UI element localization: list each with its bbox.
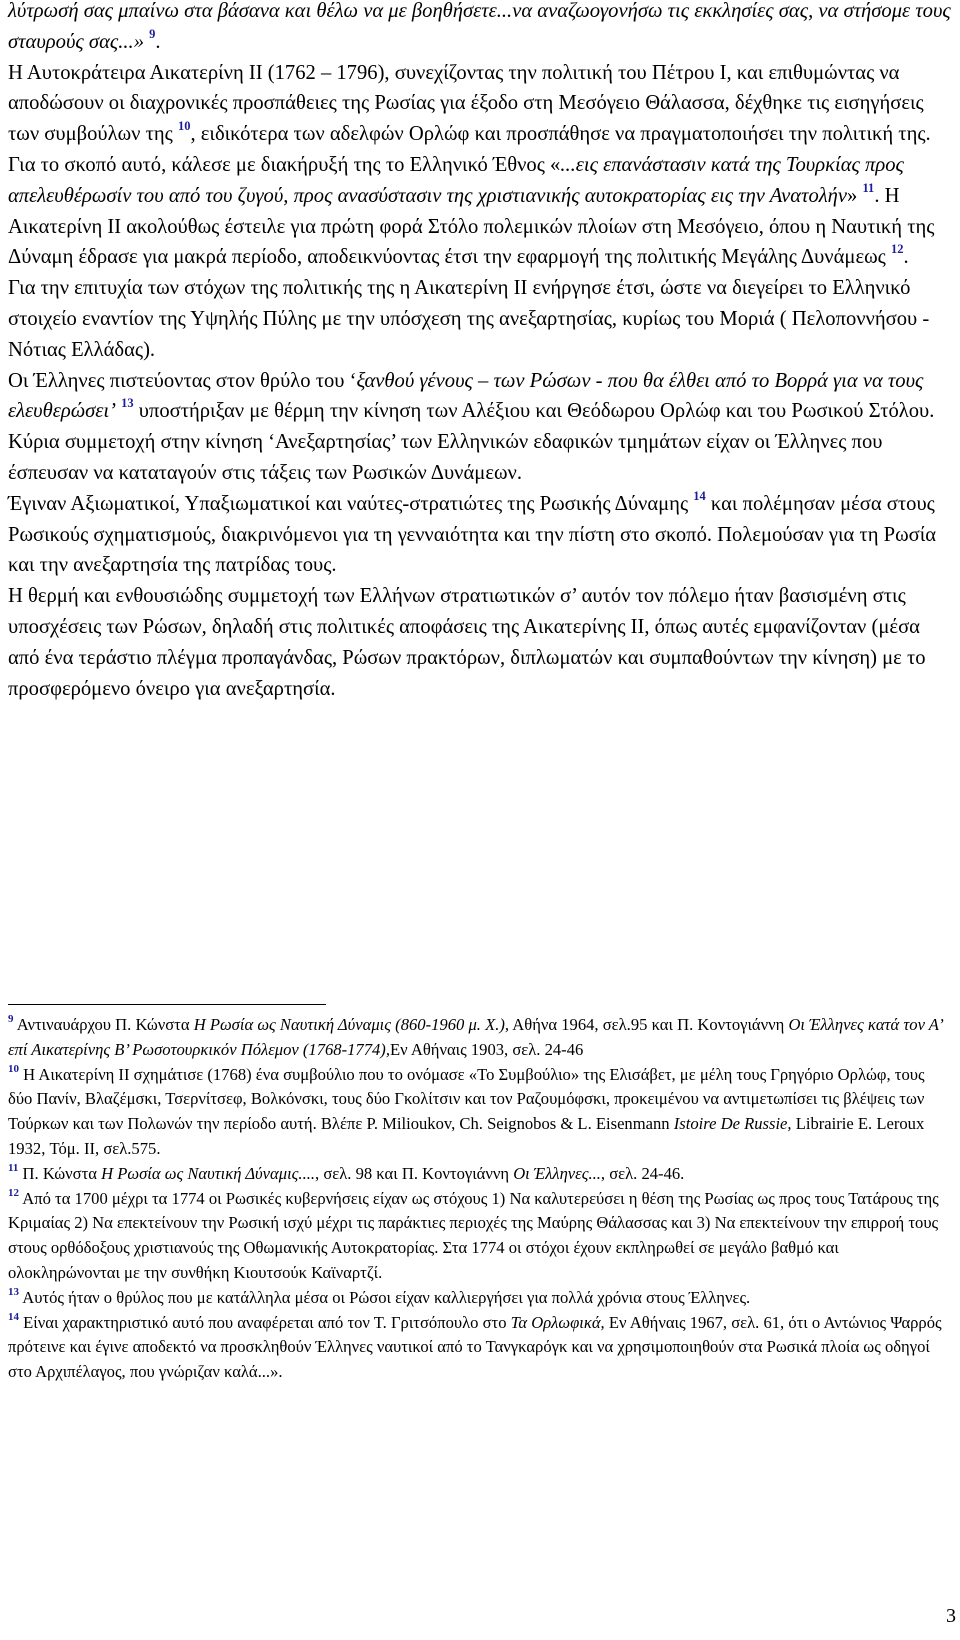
footnote-number: 10 bbox=[8, 1062, 19, 1075]
footnote-ref-14[interactable]: 14 bbox=[693, 488, 706, 503]
paragraph-4: Για την επιτυχία των στόχων της πολιτικής της η Αικατερίνη ΙΙ ενήργησε έτσι, ώστε να διεγείρει το Ελληνικό στοιχείο εναντίον της Υψηλής Πύλης με την υπόσχεση της ανεξαρτησίας, κυρίως του Μοριά ( Πελοποννήσου - Νότιας Ελλάδας). bbox=[8, 277, 930, 361]
footnote-number: 9 bbox=[8, 1013, 14, 1025]
footnote-number: 14 bbox=[8, 1310, 19, 1323]
footnote-number: 13 bbox=[8, 1285, 19, 1298]
footnote-11: $^{11}$ Π. Κώνστα Η Ρωσία ως Ναυτική Δύναμις...., σελ. 98 και Π. Κοντογιάννη Οι Έλληνες..., σελ. 24-46. bbox=[8, 1161, 685, 1183]
paragraph-6: Κύρια συμμετοχή στην κίνηση ‘Ανεξαρτησίας’ των Ελληνικών εδαφικών τμημάτων είχαν οι Έλληνες που έσπευσαν να καταταγούν στις τάξεις των Ρωσικών Δυνάμεων. bbox=[8, 431, 883, 484]
footnote-12: $^{12}$ Από τα 1700 μέχρι τα 1774 οι Ρωσικές κυβερνήσεις είχαν ως στόχους 1) Να καλυτερεύσει η θέση της Ρωσίας ως προς τους Τατάρους της Κριμαίας 2) Να επεκτείνουν την Ρωσική ισχύ μέχρι τις παράκτιες περιοχές της Μαύρης Θάλασσας και 3) Να επεκτείνουν την επιρροή τους στους ορθόδοξους χριστιανούς της Οθωμανικής Αυτοκρατορίας. Στα 1774 οι στόχοι έχουν εκπληρωθεί σε μεγάλο βαθμό και ολοκληρώνονται με την συνθήκη Κιουτσούκ Καϊναρτζί. bbox=[8, 1186, 939, 1282]
footnote-number: 12 bbox=[8, 1186, 19, 1199]
paragraph-3: Για το σκοπό αυτό, κάλεσε με διακήρυξή της το Ελληνικό Έθνος «...εις επανάστασιν κατά της Τουρκίας προς απελευθέρωσίν του από του ζυγού, προς ανασύστασιν της χριστιανικής αυτοκρατορίας εις την Ανατολήν» $^{11}$. Η Αικατερίνη ΙΙ ακολούθως έστειλε για πρώτη φορά Στόλο πολεμικών πλοίων στη Μεσόγειο, όπου η Ναυτική της Δύναμη έδρασε για μακρά περίοδο, αποδεικνύοντας έτσι την εφαρμογή της πολιτικής Μεγάλης Δυνάμεως $^{12}$. bbox=[8, 153, 935, 269]
footnote-13: $^{13}$ Αυτός ήταν ο θρύλος που με κατάλληλα μέσα οι Ρώσοι είχαν καλλιεργήσει για πολλά χρόνια στους Έλληνες. bbox=[8, 1285, 751, 1307]
footnote-number: 11 bbox=[8, 1161, 19, 1174]
paragraph-8: Η θερμή και ενθουσιώδης συμμετοχή των Ελλήνων στρατιωτικών σ’ αυτόν τον πόλεμο ήταν βασισμένη στις υποσχέσεις των Ρώσων, δηλαδή στις πολιτικές αποφάσεις της Αικατερίνης ΙΙ, όπως αυτές εμφανίζονταν (μέσα από ένα τεράστιο πλέγμα προπαγάνδας, Ρώσων πρακτόρων, διπλωματών και συμπαθούντων την κίνηση) με το προσφερόμενο όνειρο για ανεξαρτησία. bbox=[8, 585, 926, 700]
page-number: 3 bbox=[946, 1605, 956, 1627]
body-text bbox=[8, 0, 952, 704]
footnote-ref-12[interactable]: 12 bbox=[890, 242, 904, 257]
footnote-ref-11[interactable]: 11 bbox=[862, 180, 875, 195]
footnote-ref-9[interactable]: 9 bbox=[149, 26, 156, 41]
footnote-ref-10[interactable]: 10 bbox=[177, 119, 191, 134]
paragraph-5: Οι Έλληνες πιστεύοντας στον θρύλο του ‘ξανθού γένους – των Ρώσων - που θα έλθει από το Βορρά για να τους ελευθερώσει’ $^{13}$ υποστήριξαν με θέρμη την κίνηση των Αλέξιου και Θεόδωρου Ορλώφ και του Ρωσικού Στόλου. bbox=[8, 369, 935, 423]
paragraph-2: Η Αυτοκράτειρα Αικατερίνη ΙΙ (1762 – 1796), συνεχίζοντας την πολιτική του Πέτρου Ι, και επιθυμώντας να αποδώσουν οι διαχρονικές προσπάθειες της Ρωσίας για έξοδο στη Μεσόγειο Θάλασσα, δέχθηκε τις εισηγήσεις των συμβούλων της $^{10}$, ειδικότερα των αδελφών Ορλώφ και προσπάθησε να πραγματοποιήσει την πολιτική της. bbox=[8, 61, 931, 146]
footnote-separator bbox=[8, 1004, 326, 1005]
paragraph-1: λύτρωσή σας μπαίνω στα βάσανα και θέλω να με βοηθήσετε...να αναζωογονήσω τις εκκλησίες σας, να στήσομε τους σταυρούς σας...» $^9$. bbox=[8, 0, 951, 53]
footnote-10: $^{10}$ Η Αικατερίνη ΙΙ σχημάτισε (1768) ένα συμβούλιο που το ονόμασε «Το Συμβούλιο» της Ελισάβετ, με μέλη τους Γρηγόριο Ορλώφ, τους δύο Πανίν, Βλαζέμσκι, Τσερνίτσεφ, Βολκόνσκι, τους δύο Γκολίτσιν και τον Ραζουμόφσκι, προκειμένου να αντιμετωπίσει τις βλέψεις των Τούρκων και των Πολωνών την περίοδο αυτή. Βλέπε P. Milioukov, Ch. Seignobos & L. Eisenmann Istoire De Russie, Librairie E. Leroux 1932, Τόμ. ΙΙ, σελ.575. bbox=[8, 1062, 925, 1158]
footnote-14: $^{14}$ Είναι χαρακτηριστικό αυτό που αναφέρεται από τον Τ. Γριτσόπουλο στο Τα Ορλωφικά, Εν Αθήναις 1967, σελ. 61, ότι ο Αντώνιος Ψαρρός πρότεινε και έγινε αποδεκτό να προσκληθούν Έλληνες ναυτικοί από το Τανγκαρόγκ και να χρησιμοποιηθούν στα Ρωσικά πλοία ως οδηγοί στο Αρχιπέλαγος, που γνώριζαν καλά...». bbox=[8, 1310, 942, 1382]
footnotes bbox=[8, 1013, 952, 1385]
footnote-ref-13[interactable]: 13 bbox=[121, 396, 134, 411]
paragraph-7: Έγιναν Αξιωματικοί, Υπαξιωματικοί και ναύτες-στρατιώτες της Ρωσικής Δύναμης $^{14}$ και πολέμησαν μέσα στους Ρωσικούς σχηματισμούς, διακρινόμενοι για τη γενναιότητα και την πίστη στο σκοπό. Πολεμούσαν για τη Ρωσία και την ανεξαρτησία της πατρίδας τους. bbox=[8, 488, 937, 577]
footnote-9: $^9$ Αντιναυάρχου Π. Κώνστα Η Ρωσία ως Ναυτική Δύναμις (860-1960 μ. Χ.), Αθήνα 1964, σελ.95 και Π. Κοντογιάννη Οι Έλληνες κατά τον Α’ επί Αικατερίνης Β’ Ρωσοτουρκικόν Πόλεμον (1768-1774),Εν Αθήναις 1903, σελ. 24-46 bbox=[8, 1013, 942, 1059]
